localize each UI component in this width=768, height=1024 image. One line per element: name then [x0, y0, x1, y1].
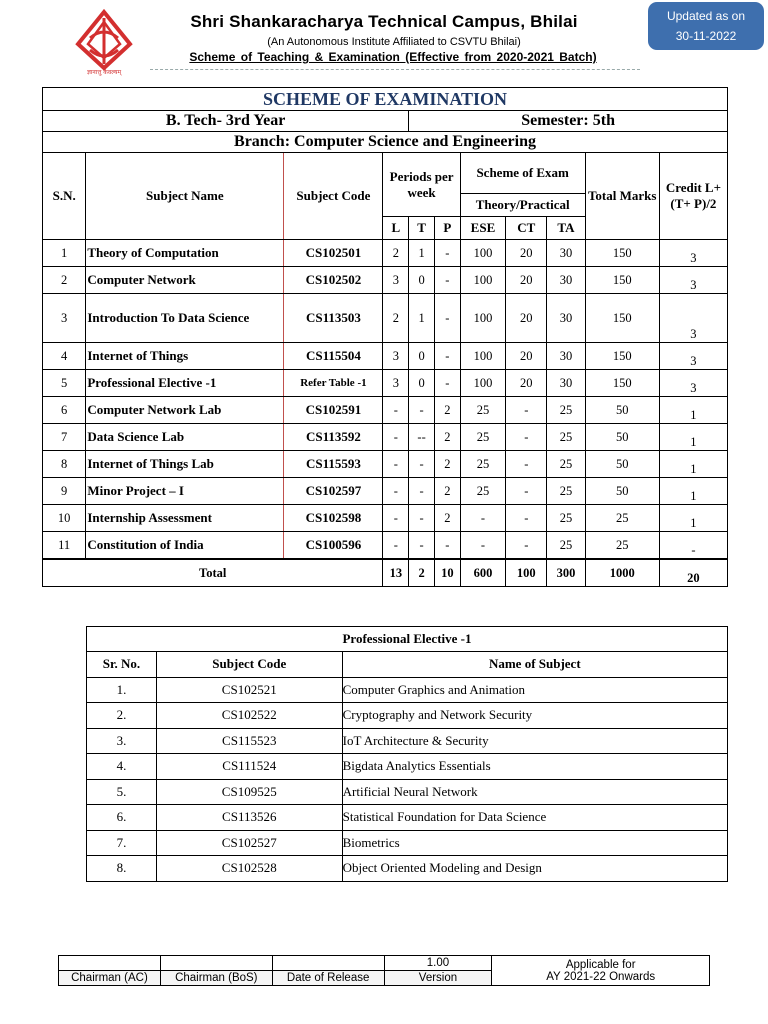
exam-title: SCHEME OF EXAMINATION [43, 88, 728, 111]
row-ese: - [460, 532, 505, 560]
row-ta: 25 [547, 397, 585, 424]
badge-line-2: 30-11-2022 [675, 29, 737, 43]
row-p: - [434, 370, 460, 397]
row-sn: 4 [43, 343, 86, 370]
elective-sr: 8. [87, 856, 157, 882]
institute-name: Shri Shankaracharya Technical Campus, Bhilai [190, 12, 578, 31]
row-ta: 25 [547, 451, 585, 478]
elective-code: CS102527 [156, 830, 342, 856]
row-p: 2 [434, 424, 460, 451]
elective-sr: 4. [87, 754, 157, 780]
row-sn: 2 [43, 267, 86, 294]
row-t: - [409, 397, 435, 424]
row-credit: 3 [659, 370, 727, 397]
row-p: 2 [434, 451, 460, 478]
elective-row [87, 677, 728, 703]
row-sn: 8 [43, 451, 86, 478]
examination-scheme-table [42, 87, 728, 587]
row-subject-code: CS102591 [284, 397, 383, 424]
row-subject-name: Computer Network [86, 267, 284, 294]
updated-badge [648, 2, 764, 50]
elective-sr: 5. [87, 779, 157, 805]
elective-code: CS102521 [156, 677, 342, 703]
semester-label: Semester: 5th [409, 111, 728, 132]
row-ese: 100 [460, 294, 505, 343]
row-ta: 25 [547, 532, 585, 560]
header-total-marks: Total Marks [585, 153, 659, 240]
header-ese: ESE [460, 217, 505, 240]
total-p: 10 [434, 559, 460, 587]
row-ct: - [506, 451, 547, 478]
elective-name: Bigdata Analytics Essentials [342, 754, 727, 780]
row-ta: 25 [547, 424, 585, 451]
row-ta: 30 [547, 240, 585, 267]
exam-row [43, 267, 728, 294]
row-l: 2 [383, 294, 409, 343]
total-credit: 20 [659, 559, 727, 587]
row-subject-code: CS115593 [284, 451, 383, 478]
row-subject-code: CS102598 [284, 505, 383, 532]
row-l: - [383, 505, 409, 532]
elective-code: CS113526 [156, 805, 342, 831]
elective-code: CS102522 [156, 703, 342, 729]
elective-row [87, 830, 728, 856]
elective-sr: 2. [87, 703, 157, 729]
total-l: 13 [383, 559, 409, 587]
header-scheme: Scheme of Exam [460, 153, 585, 194]
row-t: 1 [409, 240, 435, 267]
row-sn: 10 [43, 505, 86, 532]
row-sn: 6 [43, 397, 86, 424]
row-ct: - [506, 532, 547, 560]
row-t: - [409, 532, 435, 560]
row-t: - [409, 478, 435, 505]
row-ese: 25 [460, 451, 505, 478]
header-periods: Periods per week [383, 153, 460, 217]
exam-row [43, 397, 728, 424]
version-label: Version [384, 971, 492, 986]
row-subject-name: Computer Network Lab [86, 397, 284, 424]
elective-row [87, 805, 728, 831]
row-total-marks: 50 [585, 397, 659, 424]
row-total-marks: 50 [585, 451, 659, 478]
elective-row [87, 779, 728, 805]
elective-sr: 7. [87, 830, 157, 856]
row-t: 1 [409, 294, 435, 343]
row-credit: 1 [659, 478, 727, 505]
elective-name: Statistical Foundation for Data Science [342, 805, 727, 831]
row-subject-name: Introduction To Data Science [86, 294, 284, 343]
row-subject-name: Internet of Things [86, 343, 284, 370]
elective-sr: 3. [87, 728, 157, 754]
row-subject-name: Internet of Things Lab [86, 451, 284, 478]
row-subject-name: Data Science Lab [86, 424, 284, 451]
row-ct: - [506, 397, 547, 424]
chairman-ac: Chairman (AC) [59, 971, 161, 986]
row-total-marks: 25 [585, 505, 659, 532]
row-ta: 30 [547, 267, 585, 294]
date-of-release: Date of Release [272, 971, 384, 986]
row-total-marks: 150 [585, 370, 659, 397]
row-sn: 9 [43, 478, 86, 505]
row-subject-code: CS102501 [284, 240, 383, 267]
chairman-bos: Chairman (BoS) [160, 971, 272, 986]
row-ese: 25 [460, 424, 505, 451]
row-ta: 25 [547, 478, 585, 505]
row-subject-name: Constitution of India [86, 532, 284, 560]
row-sn: 5 [43, 370, 86, 397]
exam-row [43, 240, 728, 267]
row-total-marks: 25 [585, 532, 659, 560]
row-subject-code: CS113592 [284, 424, 383, 451]
header-t: T [409, 217, 435, 240]
row-subject-name: Minor Project – I [86, 478, 284, 505]
header-sn: S.N. [43, 153, 86, 240]
elective-name: Object Oriented Modeling and Design [342, 856, 727, 882]
row-ese: 100 [460, 240, 505, 267]
elective-name: Artificial Neural Network [342, 779, 727, 805]
row-ct: 20 [506, 294, 547, 343]
row-l: 2 [383, 240, 409, 267]
row-ese: 25 [460, 478, 505, 505]
row-subject-code: CS102502 [284, 267, 383, 294]
row-credit: - [659, 532, 727, 560]
row-total-marks: 150 [585, 343, 659, 370]
row-t: - [409, 451, 435, 478]
professional-elective-table [86, 626, 728, 882]
total-ese: 600 [460, 559, 505, 587]
row-credit: 3 [659, 267, 727, 294]
row-t: 0 [409, 343, 435, 370]
badge-line-1: Updated as on [666, 9, 746, 23]
elective-row [87, 728, 728, 754]
row-subject-code: Refer Table -1 [284, 370, 383, 397]
header-credit: Credit L+(T+ P)/2 [659, 153, 727, 240]
elective-code: CS111524 [156, 754, 342, 780]
header-subject-name: Subject Name [86, 153, 284, 240]
row-subject-code: CS100596 [284, 532, 383, 560]
applicable-cell [492, 956, 710, 986]
row-subject-name: Professional Elective -1 [86, 370, 284, 397]
elective-name: IoT Architecture & Security [342, 728, 727, 754]
row-total-marks: 50 [585, 424, 659, 451]
exam-row [43, 370, 728, 397]
row-subject-code: CS113503 [284, 294, 383, 343]
header-ta: TA [547, 217, 585, 240]
header-theory-practical: Theory/Practical [460, 194, 585, 217]
row-sn: 3 [43, 294, 86, 343]
row-ese: 100 [460, 267, 505, 294]
row-p: - [434, 343, 460, 370]
row-ct: - [506, 478, 547, 505]
row-l: 3 [383, 343, 409, 370]
row-total-marks: 150 [585, 267, 659, 294]
header-subject-code: Subject Code [284, 153, 383, 240]
row-ta: 30 [547, 370, 585, 397]
institute-affiliation: (An Autonomous Institute Affiliated to CSVTU Bhilai) [267, 36, 521, 48]
row-credit: 1 [659, 424, 727, 451]
row-subject-code: CS115504 [284, 343, 383, 370]
row-t: -- [409, 424, 435, 451]
row-l: - [383, 451, 409, 478]
row-ta: 30 [547, 343, 585, 370]
row-credit: 3 [659, 343, 727, 370]
elective-code: CS115523 [156, 728, 342, 754]
row-subject-name: Internship Assessment [86, 505, 284, 532]
row-t: 0 [409, 267, 435, 294]
release-footer [58, 955, 710, 986]
header-p: P [434, 217, 460, 240]
total-t: 2 [409, 559, 435, 587]
row-sn: 1 [43, 240, 86, 267]
logo-motto: ज्ञानात्तु कैवल्यम् [86, 69, 122, 76]
row-l: - [383, 478, 409, 505]
row-credit: 3 [659, 294, 727, 343]
applicable-line-1: Applicable for [565, 958, 636, 971]
row-ese: - [460, 505, 505, 532]
elective-header-code: Subject Code [156, 652, 342, 678]
scheme-line: Scheme of Teaching & Examination (Effective from 2020-2021 Batch) [189, 50, 597, 64]
row-p: 2 [434, 505, 460, 532]
row-ct: 20 [506, 240, 547, 267]
total-marks: 1000 [585, 559, 659, 587]
row-ct: 20 [506, 370, 547, 397]
row-total-marks: 150 [585, 240, 659, 267]
exam-row [43, 451, 728, 478]
exam-row [43, 478, 728, 505]
version-value: 1.00 [384, 956, 492, 971]
elective-sr: 6. [87, 805, 157, 831]
row-credit: 3 [659, 240, 727, 267]
applicable-line-2: AY 2021-22 Onwards [546, 970, 656, 983]
header-l: L [383, 217, 409, 240]
elective-row [87, 754, 728, 780]
elective-header-sr: Sr. No. [87, 652, 157, 678]
row-ta: 25 [547, 505, 585, 532]
elective-name: Computer Graphics and Animation [342, 677, 727, 703]
row-p: - [434, 294, 460, 343]
exam-row [43, 294, 728, 343]
elective-sr: 1. [87, 677, 157, 703]
row-p: - [434, 240, 460, 267]
row-ct: - [506, 505, 547, 532]
exam-row [43, 424, 728, 451]
row-t: - [409, 505, 435, 532]
row-p: - [434, 532, 460, 560]
row-l: - [383, 532, 409, 560]
row-l: 3 [383, 370, 409, 397]
row-ta: 30 [547, 294, 585, 343]
row-ese: 100 [460, 343, 505, 370]
elective-code: CS102528 [156, 856, 342, 882]
row-subject-name: Theory of Computation [86, 240, 284, 267]
row-sn: 11 [43, 532, 86, 560]
row-ct: 20 [506, 343, 547, 370]
exam-row [43, 343, 728, 370]
row-credit: 1 [659, 451, 727, 478]
exam-row [43, 505, 728, 532]
header-divider [150, 69, 640, 70]
elective-row [87, 703, 728, 729]
row-ese: 25 [460, 397, 505, 424]
elective-name: Biometrics [342, 830, 727, 856]
row-ct: - [506, 424, 547, 451]
row-p: 2 [434, 478, 460, 505]
row-l: - [383, 424, 409, 451]
total-ct: 100 [506, 559, 547, 587]
row-ct: 20 [506, 267, 547, 294]
row-sn: 7 [43, 424, 86, 451]
header-ct: CT [506, 217, 547, 240]
row-l: 3 [383, 267, 409, 294]
elective-name: Cryptography and Network Security [342, 703, 727, 729]
elective-code: CS109525 [156, 779, 342, 805]
elective-title: Professional Elective -1 [87, 627, 728, 652]
row-subject-code: CS102597 [284, 478, 383, 505]
row-t: 0 [409, 370, 435, 397]
row-p: - [434, 267, 460, 294]
row-l: - [383, 397, 409, 424]
row-p: 2 [434, 397, 460, 424]
year-label: B. Tech- 3rd Year [43, 111, 409, 132]
row-credit: 1 [659, 397, 727, 424]
elective-row [87, 856, 728, 882]
row-total-marks: 50 [585, 478, 659, 505]
branch-label: Branch: Computer Science and Engineering [43, 132, 728, 153]
exam-row [43, 532, 728, 560]
total-label: Total [43, 559, 383, 587]
row-credit: 1 [659, 505, 727, 532]
row-ese: 100 [460, 370, 505, 397]
elective-header-name: Name of Subject [342, 652, 727, 678]
row-total-marks: 150 [585, 294, 659, 343]
total-ta: 300 [547, 559, 585, 587]
